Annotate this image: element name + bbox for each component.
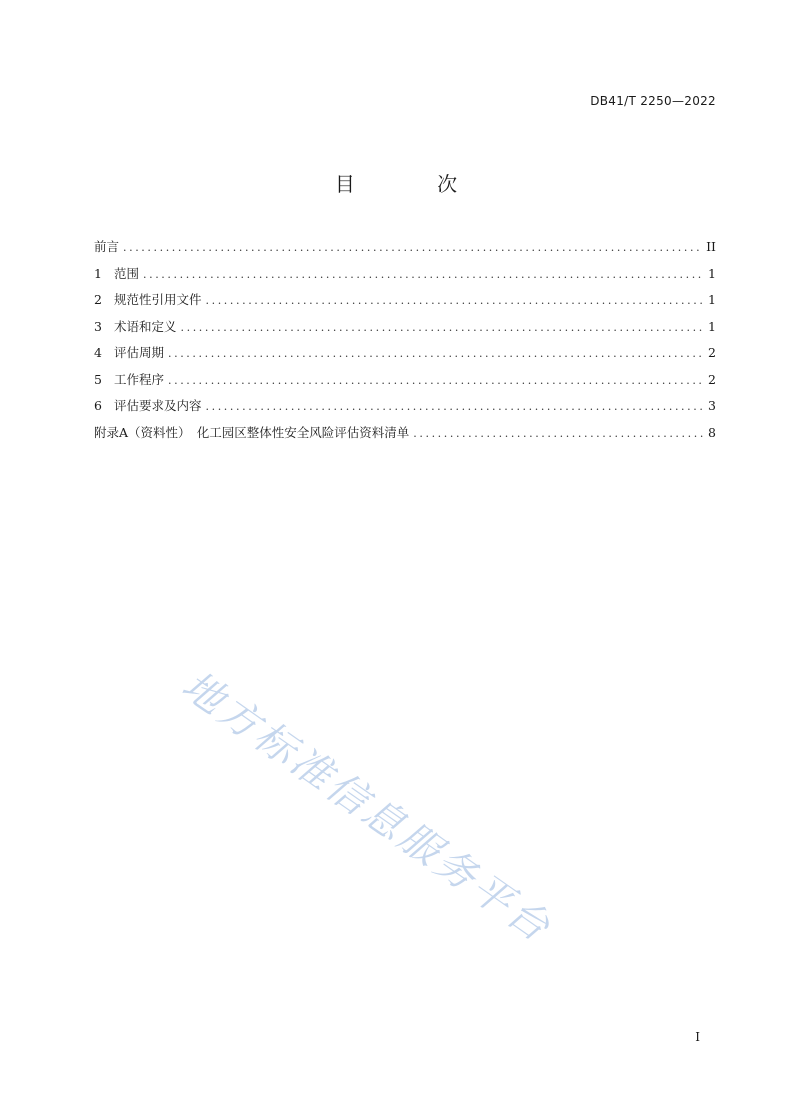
toc-entry-page: 8 xyxy=(708,424,716,440)
toc-leader-dots xyxy=(206,400,704,413)
toc-entry-label: 范围 xyxy=(114,265,140,281)
toc-entry-assessment-cycle[interactable] xyxy=(94,343,716,370)
toc-entry-normative-references[interactable] xyxy=(94,290,716,317)
toc-entry-requirements[interactable] xyxy=(94,396,716,423)
toc-leader-dots xyxy=(123,241,702,254)
toc-entry-number: 1 xyxy=(94,265,102,281)
toc-leader-dots xyxy=(206,294,704,307)
toc-entry-label: 前言 xyxy=(94,239,120,254)
toc-leader-dots xyxy=(168,347,704,360)
toc-entry-page: 2 xyxy=(708,371,716,387)
toc-entry-page: 1 xyxy=(708,318,716,334)
toc-entry-work-procedure[interactable] xyxy=(94,370,716,397)
toc-leader-dots xyxy=(143,268,704,281)
toc-entry-terms[interactable] xyxy=(94,317,716,344)
toc-entry-page: II xyxy=(706,239,716,254)
page-number: I xyxy=(695,1030,700,1044)
toc-entry-foreword[interactable] xyxy=(94,237,716,264)
toc-entry-label: 附录A（资料性） 化工园区整体性安全风险评估资料清单 xyxy=(94,424,410,440)
toc-leader-dots xyxy=(168,374,704,387)
table-of-contents xyxy=(94,237,716,449)
toc-entry-appendix-a[interactable] xyxy=(94,423,716,450)
toc-entry-page: 2 xyxy=(708,345,716,360)
toc-entry-number: 3 xyxy=(94,318,102,334)
toc-entry-number: 4 xyxy=(94,345,102,360)
toc-entry-page: 1 xyxy=(708,265,716,281)
toc-title: 目 次 xyxy=(334,172,496,196)
toc-entry-label: 规范性引用文件 xyxy=(114,292,202,307)
toc-entry-number: 2 xyxy=(94,292,102,307)
watermark: 地方标准信息服务平台 xyxy=(173,662,561,953)
toc-entry-label: 术语和定义 xyxy=(114,318,177,334)
toc-entry-label: 工作程序 xyxy=(114,371,165,387)
toc-leader-dots xyxy=(181,321,704,334)
toc-entry-scope[interactable] xyxy=(94,264,716,291)
toc-entry-page: 3 xyxy=(708,398,716,413)
toc-entry-number: 5 xyxy=(94,371,102,387)
toc-entry-number: 6 xyxy=(94,398,102,413)
toc-entry-label: 评估要求及内容 xyxy=(114,398,202,413)
toc-entry-page: 1 xyxy=(708,292,716,307)
toc-entry-label: 评估周期 xyxy=(114,345,165,360)
document-code: DB41/T 2250—2022 xyxy=(590,94,716,108)
toc-leader-dots xyxy=(413,427,704,440)
